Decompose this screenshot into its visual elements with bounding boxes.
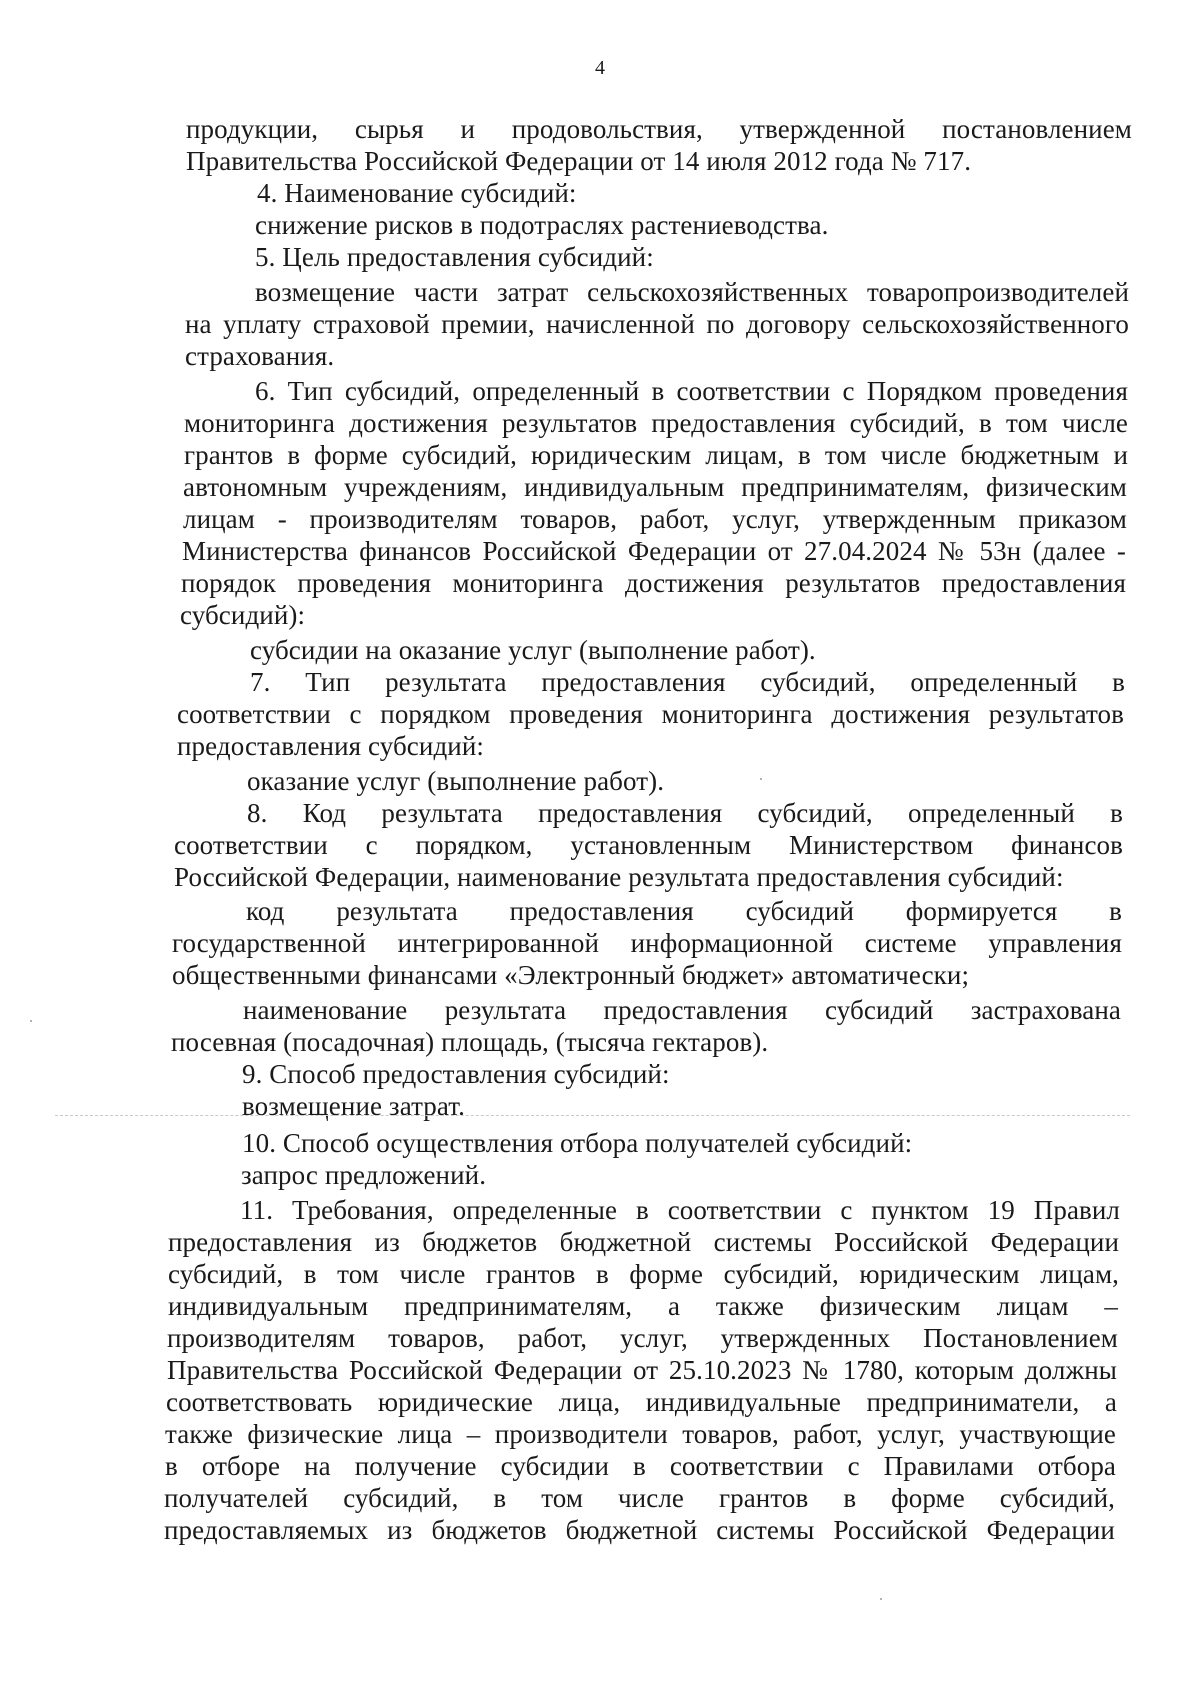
text-line: 11. Требования, определенные в соответствии с пунктом 19 Правил [240,1195,1120,1225]
text-line: страхования. [185,341,335,371]
scan-speck [880,1598,882,1600]
text-line: субсидий): [180,600,306,630]
scan-speck [760,778,762,780]
text-line: Правительства Российской Федерации от 25.10.2023 № 1780, которым должны [167,1355,1117,1385]
text-line: Министерства финансов Российской Федерации от 27.04.2024 № 53н (далее - [182,536,1126,566]
text-line: автономным учреждениям, индивидуальным предпринимателям, физическим [183,472,1127,502]
scan-speck [30,1020,32,1022]
text-line: 5. Цель предоставления субсидий: [255,242,654,272]
scan-artifact-line [55,1115,1130,1116]
text-line: соответствовать юридические лица, индивидуальные предприниматели, а [166,1387,1117,1417]
text-line: порядок проведения мониторинга достижения результатов предоставления [181,568,1126,598]
text-line: общественными финансами «Электронный бюджет» автоматически; [172,960,970,990]
text-line: предоставления из бюджетов бюджетной системы Российской Федерации [168,1227,1119,1257]
text-line: 7. Тип результата предоставления субсидий, определенный в [250,667,1125,697]
text-line: государственной интегрированной информационной системе управления [172,928,1122,958]
text-line: запрос предложений. [241,1160,487,1190]
text-line: возмещение затрат. [242,1091,466,1121]
text-line: субсидии на оказание услуг (выполнение работ). [250,635,816,665]
text-line: предоставления субсидий: [177,731,484,761]
text-line: предоставляемых из бюджетов бюджетной системы Российской Федерации [164,1515,1115,1545]
text-line: Российской Федерации, наименование результата предоставления субсидий: [174,862,1064,892]
text-line: субсидий, в том числе грантов в форме субсидий, юридическим лицам, [168,1259,1119,1289]
text-line: лицам - производителям товаров, работ, услуг, утвержденным приказом [183,504,1127,534]
text-line: 8. Код результата предоставления субсидий, определенный в [247,798,1123,828]
text-line: соответствии с порядком, установленным Министерством финансов [174,830,1123,860]
text-line: 4. Наименование субсидий: [257,178,577,208]
text-line: также физические лица – производители товаров, работ, услуг, участвующие [165,1419,1116,1449]
text-line: производителям товаров, работ, услуг, утвержденных Постановлением [167,1323,1118,1353]
text-line: мониторинга достижения результатов предоставления субсидий, в том числе [184,408,1128,438]
page-number: 4 [595,57,605,79]
text-line: код результата предоставления субсидий формируется в [246,896,1122,926]
text-line: Правительства Российской Федерации от 14 июля 2012 года № 717. [186,146,972,176]
text-line: наименование результата предоставления субсидий застрахована [243,995,1121,1025]
text-line: индивидуальным предпринимателям, а также физическим лицам – [168,1291,1118,1321]
text-line: соответствии с порядком проведения мониторинга достижения результатов [177,699,1124,729]
text-line: получателей субсидий, в том числе грантов в форме субсидий, [164,1483,1115,1513]
text-line: оказание услуг (выполнение работ). [247,766,665,796]
text-line: 6. Тип субсидий, определенный в соответствии с Порядком проведения [255,376,1128,406]
text-line: в отборе на получение субсидии в соответствии с Правилами отбора [165,1451,1116,1481]
text-line: возмещение части затрат сельскохозяйственных товаропроизводителей [255,277,1129,307]
text-line: 9. Способ предоставления субсидий: [242,1059,670,1089]
text-line: 10. Способ осуществления отбора получателей субсидий: [242,1128,913,1158]
text-line: грантов в форме субсидий, юридическим лицам, в том числе бюджетным и [184,440,1128,470]
text-line: на уплату страховой премии, начисленной по договору сельскохозяйственного [185,309,1129,339]
text-line: снижение рисков в подотраслях растениеводства. [255,210,829,240]
text-line: посевная (посадочная) площадь, (тысяча гектаров). [171,1027,769,1057]
text-line: продукции, сырья и продовольствия, утвержденной постановлением [186,114,1132,144]
